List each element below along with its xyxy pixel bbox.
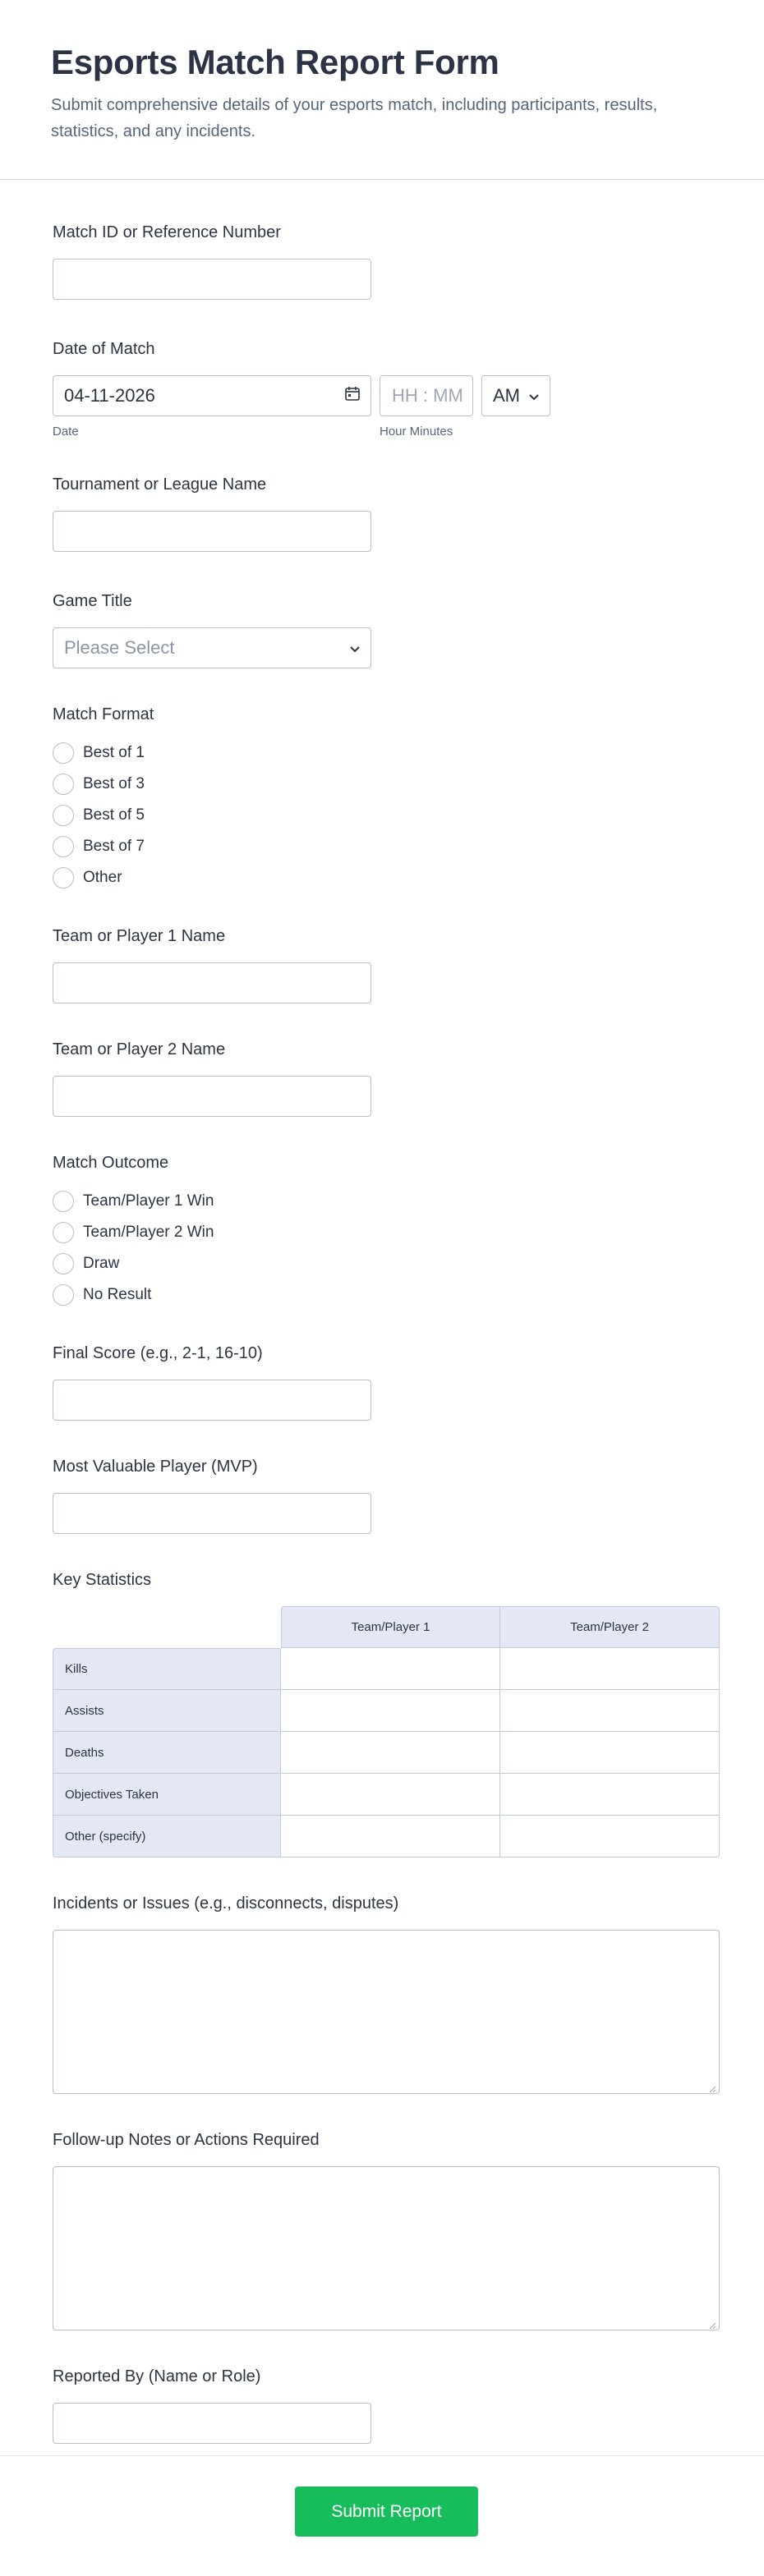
match-id-label: Match ID or Reference Number <box>53 223 281 241</box>
key-stats-matrix <box>53 1606 720 1857</box>
reported-by-input[interactable] <box>53 2403 371 2444</box>
followup-label: Follow-up Notes or Actions Required <box>53 2131 320 2149</box>
team1-field <box>53 925 711 1003</box>
radio-circle[interactable] <box>53 836 74 857</box>
team2-field <box>53 1038 711 1117</box>
followup-field <box>53 2128 711 2330</box>
radio-option[interactable] <box>53 831 711 862</box>
matrix-row <box>53 1648 720 1690</box>
key-stats-label: Key Statistics <box>53 1571 152 1589</box>
date-value: 04-11-2026 <box>64 385 155 406</box>
radio-option[interactable] <box>53 800 711 831</box>
reported-by-field <box>53 2365 711 2444</box>
radio-circle[interactable] <box>53 805 74 826</box>
team1-input[interactable] <box>53 962 371 1003</box>
game-title-label: Game Title <box>53 592 132 610</box>
radio-label: Other <box>83 869 122 886</box>
match-format-label: Match Format <box>53 705 154 723</box>
mvp-label: Most Valuable Player (MVP) <box>53 1458 258 1476</box>
time-placeholder: HH : MM <box>392 385 463 406</box>
date-row <box>53 375 711 416</box>
incidents-textarea[interactable] <box>53 1930 720 2094</box>
calendar-icon[interactable] <box>344 385 361 406</box>
match-id-input[interactable] <box>53 259 371 300</box>
matrix-cell-input[interactable] <box>281 1774 500 1816</box>
matrix-cell-input[interactable] <box>500 1648 720 1690</box>
matrix-corner <box>53 1606 281 1648</box>
date-field <box>53 337 711 439</box>
outcome-options <box>53 1186 711 1311</box>
matrix-row-header: Kills <box>53 1648 281 1690</box>
form-description: Submit comprehensive details of your esports match, including participants, results, statistics, and any incidents. <box>51 96 658 140</box>
radio-label: Best of 7 <box>83 838 145 855</box>
ampm-value: AM <box>493 385 520 406</box>
matrix-cell-input[interactable] <box>281 1690 500 1732</box>
radio-circle[interactable] <box>53 774 74 795</box>
mvp-field <box>53 1455 711 1534</box>
tournament-input[interactable] <box>53 511 371 552</box>
radio-circle[interactable] <box>53 742 74 764</box>
matrix-row-header: Deaths <box>53 1732 281 1774</box>
date-input[interactable] <box>53 375 371 416</box>
followup-textarea[interactable] <box>53 2166 720 2330</box>
radio-label: Team/Player 1 Win <box>83 1192 214 1210</box>
date-sublabels <box>53 425 711 439</box>
final-score-input[interactable] <box>53 1380 371 1421</box>
radio-circle[interactable] <box>53 1284 74 1306</box>
matrix-row <box>53 1816 720 1857</box>
match-format-options <box>53 737 711 893</box>
matrix-cell-input[interactable] <box>500 1774 720 1816</box>
match-id-field <box>53 221 711 300</box>
matrix-cell-input[interactable] <box>281 1732 500 1774</box>
ampm-select[interactable] <box>481 375 550 416</box>
team2-label: Team or Player 2 Name <box>53 1040 226 1058</box>
reported-by-label: Reported By (Name or Role) <box>53 2367 261 2385</box>
matrix-cell-input[interactable] <box>500 1816 720 1857</box>
tournament-label: Tournament or League Name <box>53 475 267 494</box>
time-sublabel: Hour Minutes <box>380 425 453 439</box>
final-score-field <box>53 1342 711 1421</box>
radio-option[interactable] <box>53 1186 711 1217</box>
outcome-label: Match Outcome <box>53 1154 169 1172</box>
submit-button[interactable]: Submit Report <box>295 2486 478 2537</box>
radio-option[interactable] <box>53 1217 711 1248</box>
game-title-placeholder: Please Select <box>64 637 175 658</box>
date-label: Date of Match <box>53 340 155 358</box>
radio-option[interactable] <box>53 1279 711 1311</box>
team1-label: Team or Player 1 Name <box>53 927 226 945</box>
team2-input[interactable] <box>53 1076 371 1117</box>
matrix-row-header: Objectives Taken <box>53 1774 281 1816</box>
resize-handle-icon[interactable] <box>708 2082 716 2091</box>
radio-option[interactable] <box>53 737 711 769</box>
date-sublabel: Date <box>53 425 79 439</box>
matrix-column-header: Team/Player 2 <box>500 1606 720 1648</box>
radio-label: Best of 5 <box>83 806 145 824</box>
radio-label: Best of 3 <box>83 775 145 792</box>
game-title-select[interactable] <box>53 627 371 668</box>
resize-handle-icon[interactable] <box>708 2319 716 2327</box>
matrix-row-header: Assists <box>53 1690 281 1732</box>
game-title-field <box>53 590 711 668</box>
matrix-cell-input[interactable] <box>281 1816 500 1857</box>
radio-circle[interactable] <box>53 1253 74 1274</box>
chevron-down-icon <box>528 385 540 406</box>
incidents-field <box>53 1892 711 2094</box>
radio-option[interactable] <box>53 862 711 893</box>
matrix-row <box>53 1732 720 1774</box>
final-score-label: Final Score (e.g., 2-1, 16-10) <box>53 1344 263 1362</box>
chevron-down-icon <box>349 637 361 659</box>
radio-circle[interactable] <box>53 867 74 889</box>
matrix-row-header: Other (specify) <box>53 1816 281 1857</box>
tournament-field <box>53 473 711 552</box>
key-stats-field <box>53 1568 711 1857</box>
matrix-column-header: Team/Player 1 <box>281 1606 500 1648</box>
form-title: Esports Match Report Form <box>51 43 499 81</box>
form-content <box>0 180 764 2444</box>
radio-label: Draw <box>83 1255 120 1272</box>
time-input[interactable] <box>380 375 473 416</box>
radio-option[interactable] <box>53 1248 711 1279</box>
form-footer <box>0 2455 764 2576</box>
outcome-field <box>53 1151 711 1311</box>
radio-label: No Result <box>83 1286 152 1303</box>
mvp-input[interactable] <box>53 1493 371 1534</box>
incidents-label: Incidents or Issues (e.g., disconnects, disputes) <box>53 1894 399 1912</box>
matrix-cell-input[interactable] <box>281 1648 500 1690</box>
matrix-header-row <box>53 1606 720 1648</box>
matrix-cell-input[interactable] <box>500 1732 720 1774</box>
radio-label: Team/Player 2 Win <box>83 1224 214 1241</box>
form-header <box>0 0 764 180</box>
matrix-row <box>53 1774 720 1816</box>
radio-option[interactable] <box>53 769 711 800</box>
radio-circle[interactable] <box>53 1191 74 1212</box>
radio-label: Best of 1 <box>83 744 145 761</box>
radio-circle[interactable] <box>53 1222 74 1243</box>
match-format-field <box>53 703 711 893</box>
matrix-cell-input[interactable] <box>500 1690 720 1732</box>
matrix-row <box>53 1690 720 1732</box>
